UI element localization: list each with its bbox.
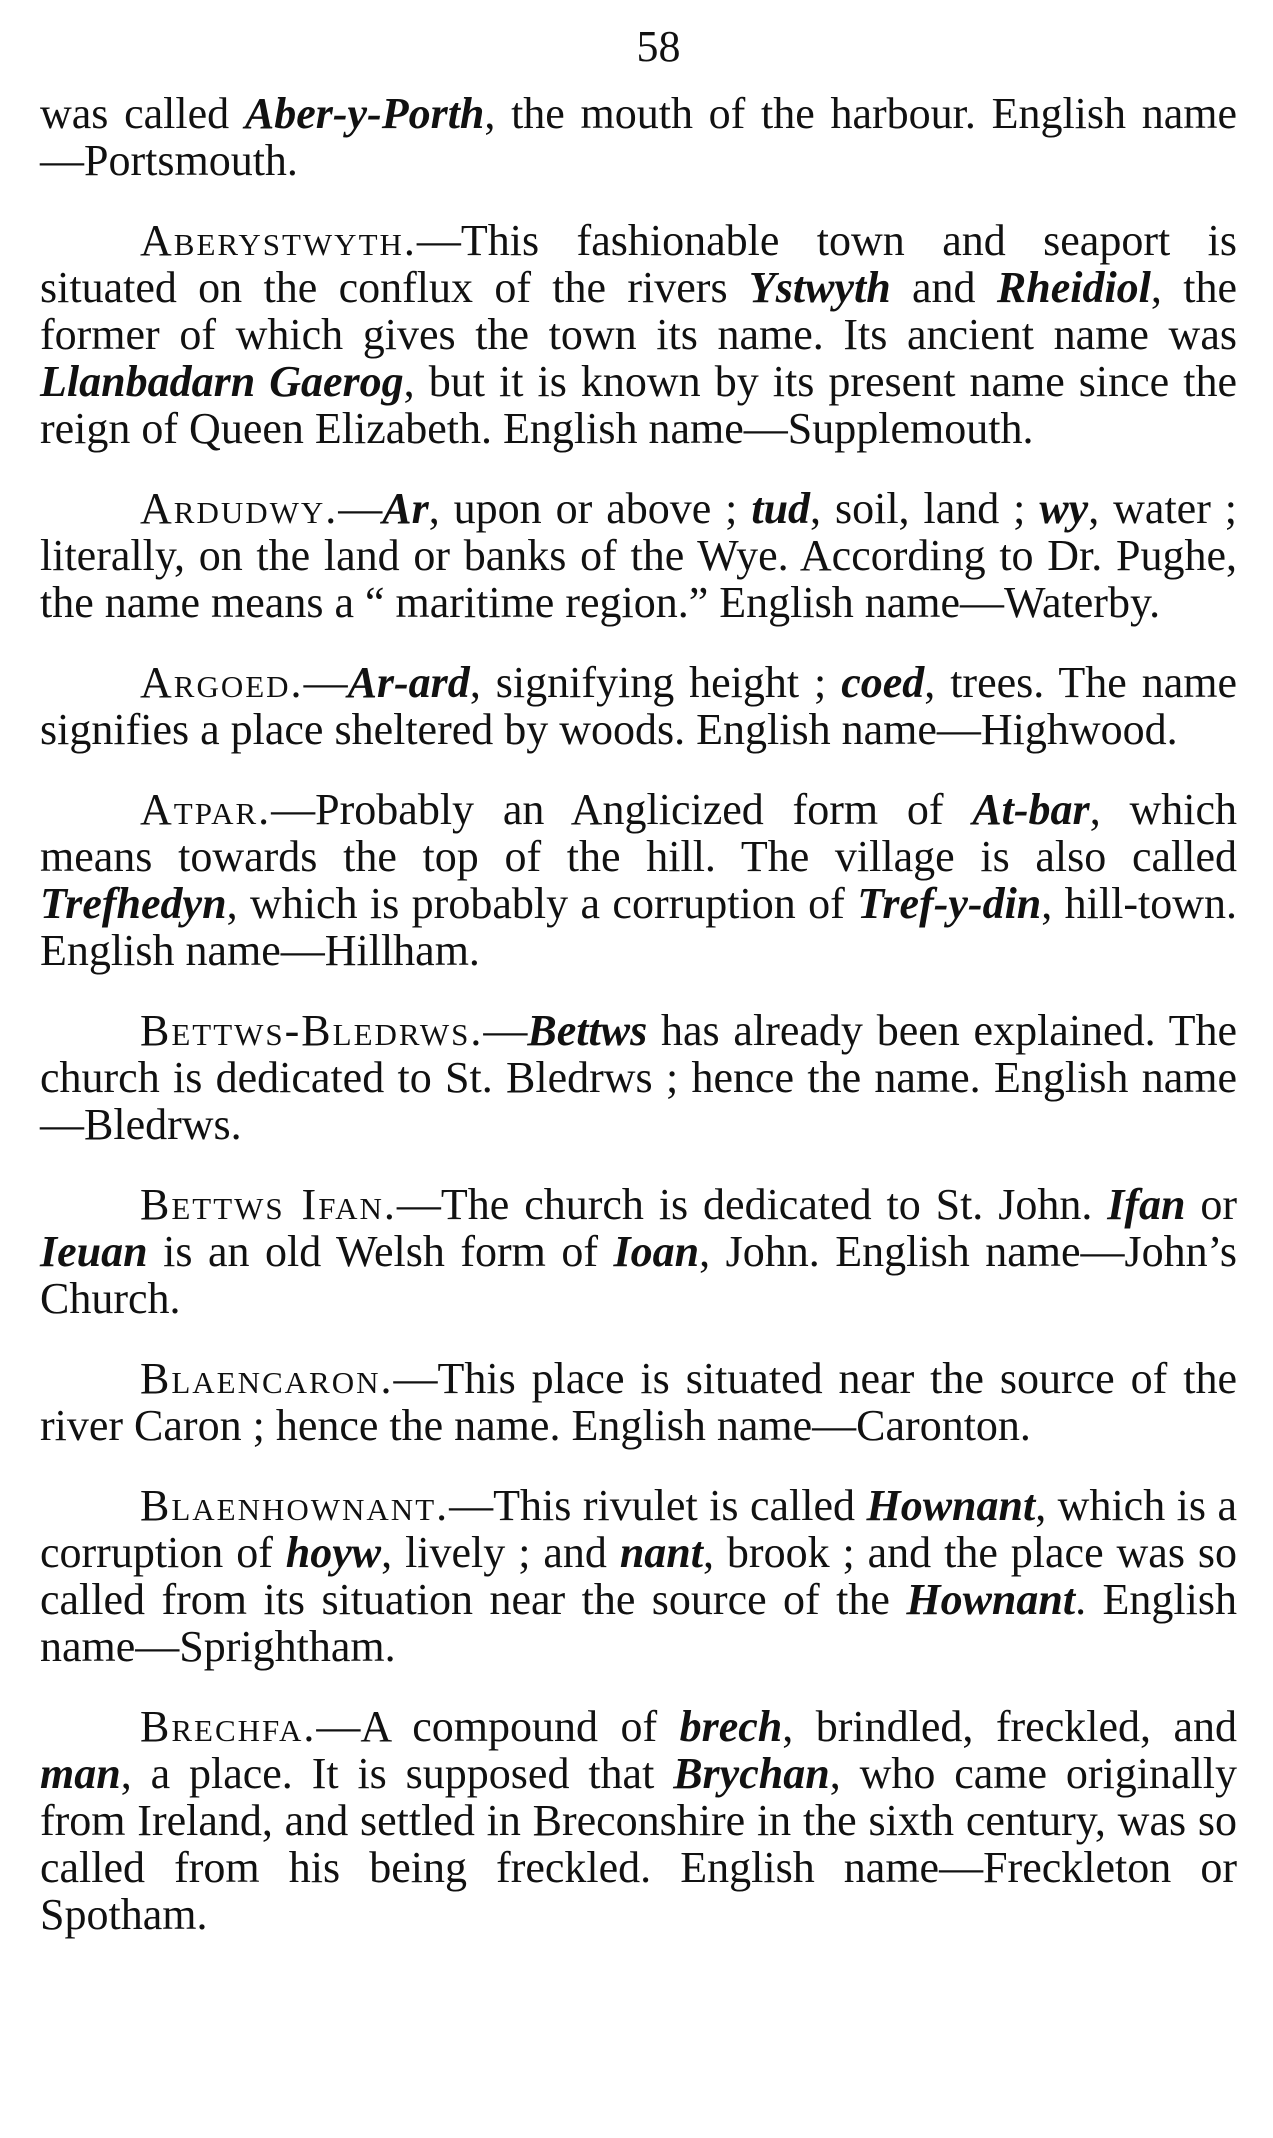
italic-term: At-bar: [972, 785, 1090, 834]
text-run: , water ; literally, on the land or banks of the Wye. According to Dr. Pughe, the name means a “ maritime region.” English name—Waterby.: [40, 484, 1238, 627]
italic-term: Llanbadarn Gaerog: [40, 357, 404, 406]
italic-term: brech: [679, 1702, 783, 1751]
entry-bettws-bledrws: [40, 1007, 1237, 1148]
entry-heading: Bettws-Bledrws.: [140, 1006, 484, 1055]
text-run: , but it is known by its present name since the reign of Queen Elizabeth. English name—Supplemouth.: [40, 357, 1238, 453]
entry-blaenhownant: [40, 1482, 1237, 1670]
text-run: , upon or above ;: [428, 484, 752, 533]
entry-heading: Brechfa.: [140, 1702, 317, 1751]
entry-heading: Bettws Ifan.: [140, 1180, 397, 1229]
italic-term: tud: [751, 484, 811, 533]
italic-term: Trefhedyn: [40, 879, 227, 928]
text-run: is an old Welsh form of: [147, 1227, 614, 1276]
italic-term: Brychan: [673, 1749, 830, 1798]
book-page: [40, 0, 1237, 1971]
text-run: —This fashionable town and seaport is situated on the conflux of the rivers: [40, 216, 1237, 312]
text-run: , which is a corruption of: [40, 1481, 1238, 1577]
text-run: or: [1185, 1180, 1238, 1229]
text-run: —: [303, 658, 348, 707]
italic-term: Tref-y-din: [857, 879, 1042, 928]
text-run: and: [890, 263, 997, 312]
italic-term: Ioan: [613, 1227, 700, 1276]
text-run: —: [483, 1006, 528, 1055]
text-run: has already been explained. The church is dedicated to St. Bledrws ; hence the name. English name—Bledrws.: [40, 1006, 1237, 1149]
text-run: , a place. It is supposed that: [120, 1749, 674, 1798]
text-run: —This rivulet is called: [449, 1481, 867, 1530]
entry-blaencaron: [40, 1355, 1237, 1449]
entry-bettws-ifan: [40, 1181, 1237, 1322]
text-run: , John. English name—John’s Church.: [40, 1227, 1237, 1323]
italic-term: Bettws: [527, 1006, 648, 1055]
text-run: , lively ; and: [381, 1528, 620, 1577]
italic-term: Rheidiol: [996, 263, 1151, 312]
italic-term: coed: [841, 658, 925, 707]
text-run: —A compound of: [316, 1702, 680, 1751]
entry-heading: Ardudwy.: [140, 484, 339, 533]
italic-term: hoyw: [285, 1528, 382, 1577]
entry-atpar: [40, 786, 1237, 974]
text-run: —: [338, 484, 383, 533]
italic-term: man: [40, 1749, 121, 1798]
entry-heading: Aberystwyth.: [140, 216, 417, 265]
page-number: 58: [636, 22, 681, 71]
text-run: , the former of which gives the town its name. Its ancient name was: [40, 263, 1237, 359]
entry-heading: Blaencaron.: [140, 1354, 394, 1403]
italic-term: nant: [619, 1528, 703, 1577]
entry-heading: Atpar.: [140, 785, 272, 834]
italic-term: wy: [1039, 484, 1089, 533]
entry-heading: Blaenhownant.: [140, 1481, 450, 1530]
italic-term: Hownant: [866, 1481, 1036, 1530]
italic-term: Ifan: [1107, 1180, 1186, 1229]
text-run: —This place is situated near the source of the river Caron ; hence the name. English name—Caronton.: [40, 1354, 1237, 1450]
text-run: , brook ; and the place was so called from its situation near the source of the: [40, 1528, 1238, 1624]
text-run: , hill-town. English name—Hillham.: [40, 879, 1238, 975]
entry-aberystwyth: [40, 217, 1237, 452]
entry-argoed: [40, 659, 1237, 753]
text-run: , brindled, freckled, and: [782, 1702, 1237, 1751]
entry-heading: Argoed.: [140, 658, 304, 707]
entry-ardudwy: [40, 485, 1237, 626]
italic-term: Aber-y-Porth: [244, 89, 485, 138]
text-run: was called: [40, 89, 245, 138]
text-run: , soil, land ;: [810, 484, 1040, 533]
text-run: , signifying height ;: [469, 658, 842, 707]
text-run: , which means towards the top of the hill. The village is also called: [40, 785, 1238, 881]
text-run: —The church is dedicated to St. John.: [396, 1180, 1108, 1229]
text-run: , which is probably a corruption of: [226, 879, 858, 928]
text-run: , who came originally from Ireland, and settled in Breconshire in the sixth century, was so called from his being freckled. English name—Freckleton or Spotham.: [40, 1749, 1237, 1939]
text-run: , the mouth of the harbour. English name—Portsmouth.: [40, 89, 1237, 185]
italic-term: Ieuan: [40, 1227, 148, 1276]
text-run: —Probably an Anglicized form of: [271, 785, 973, 834]
entry-brechfa: [40, 1703, 1237, 1938]
italic-term: Hownant: [906, 1575, 1076, 1624]
continued-paragraph: [40, 90, 1237, 184]
text-run: . English name—Sprightham.: [40, 1575, 1237, 1671]
italic-term: Ystwyth: [748, 263, 891, 312]
italic-term: Ar-ard: [347, 658, 470, 707]
italic-term: Ar: [382, 484, 429, 533]
text-run: , trees. The name signifies a place sheltered by woods. English name—Highwood.: [40, 658, 1238, 754]
